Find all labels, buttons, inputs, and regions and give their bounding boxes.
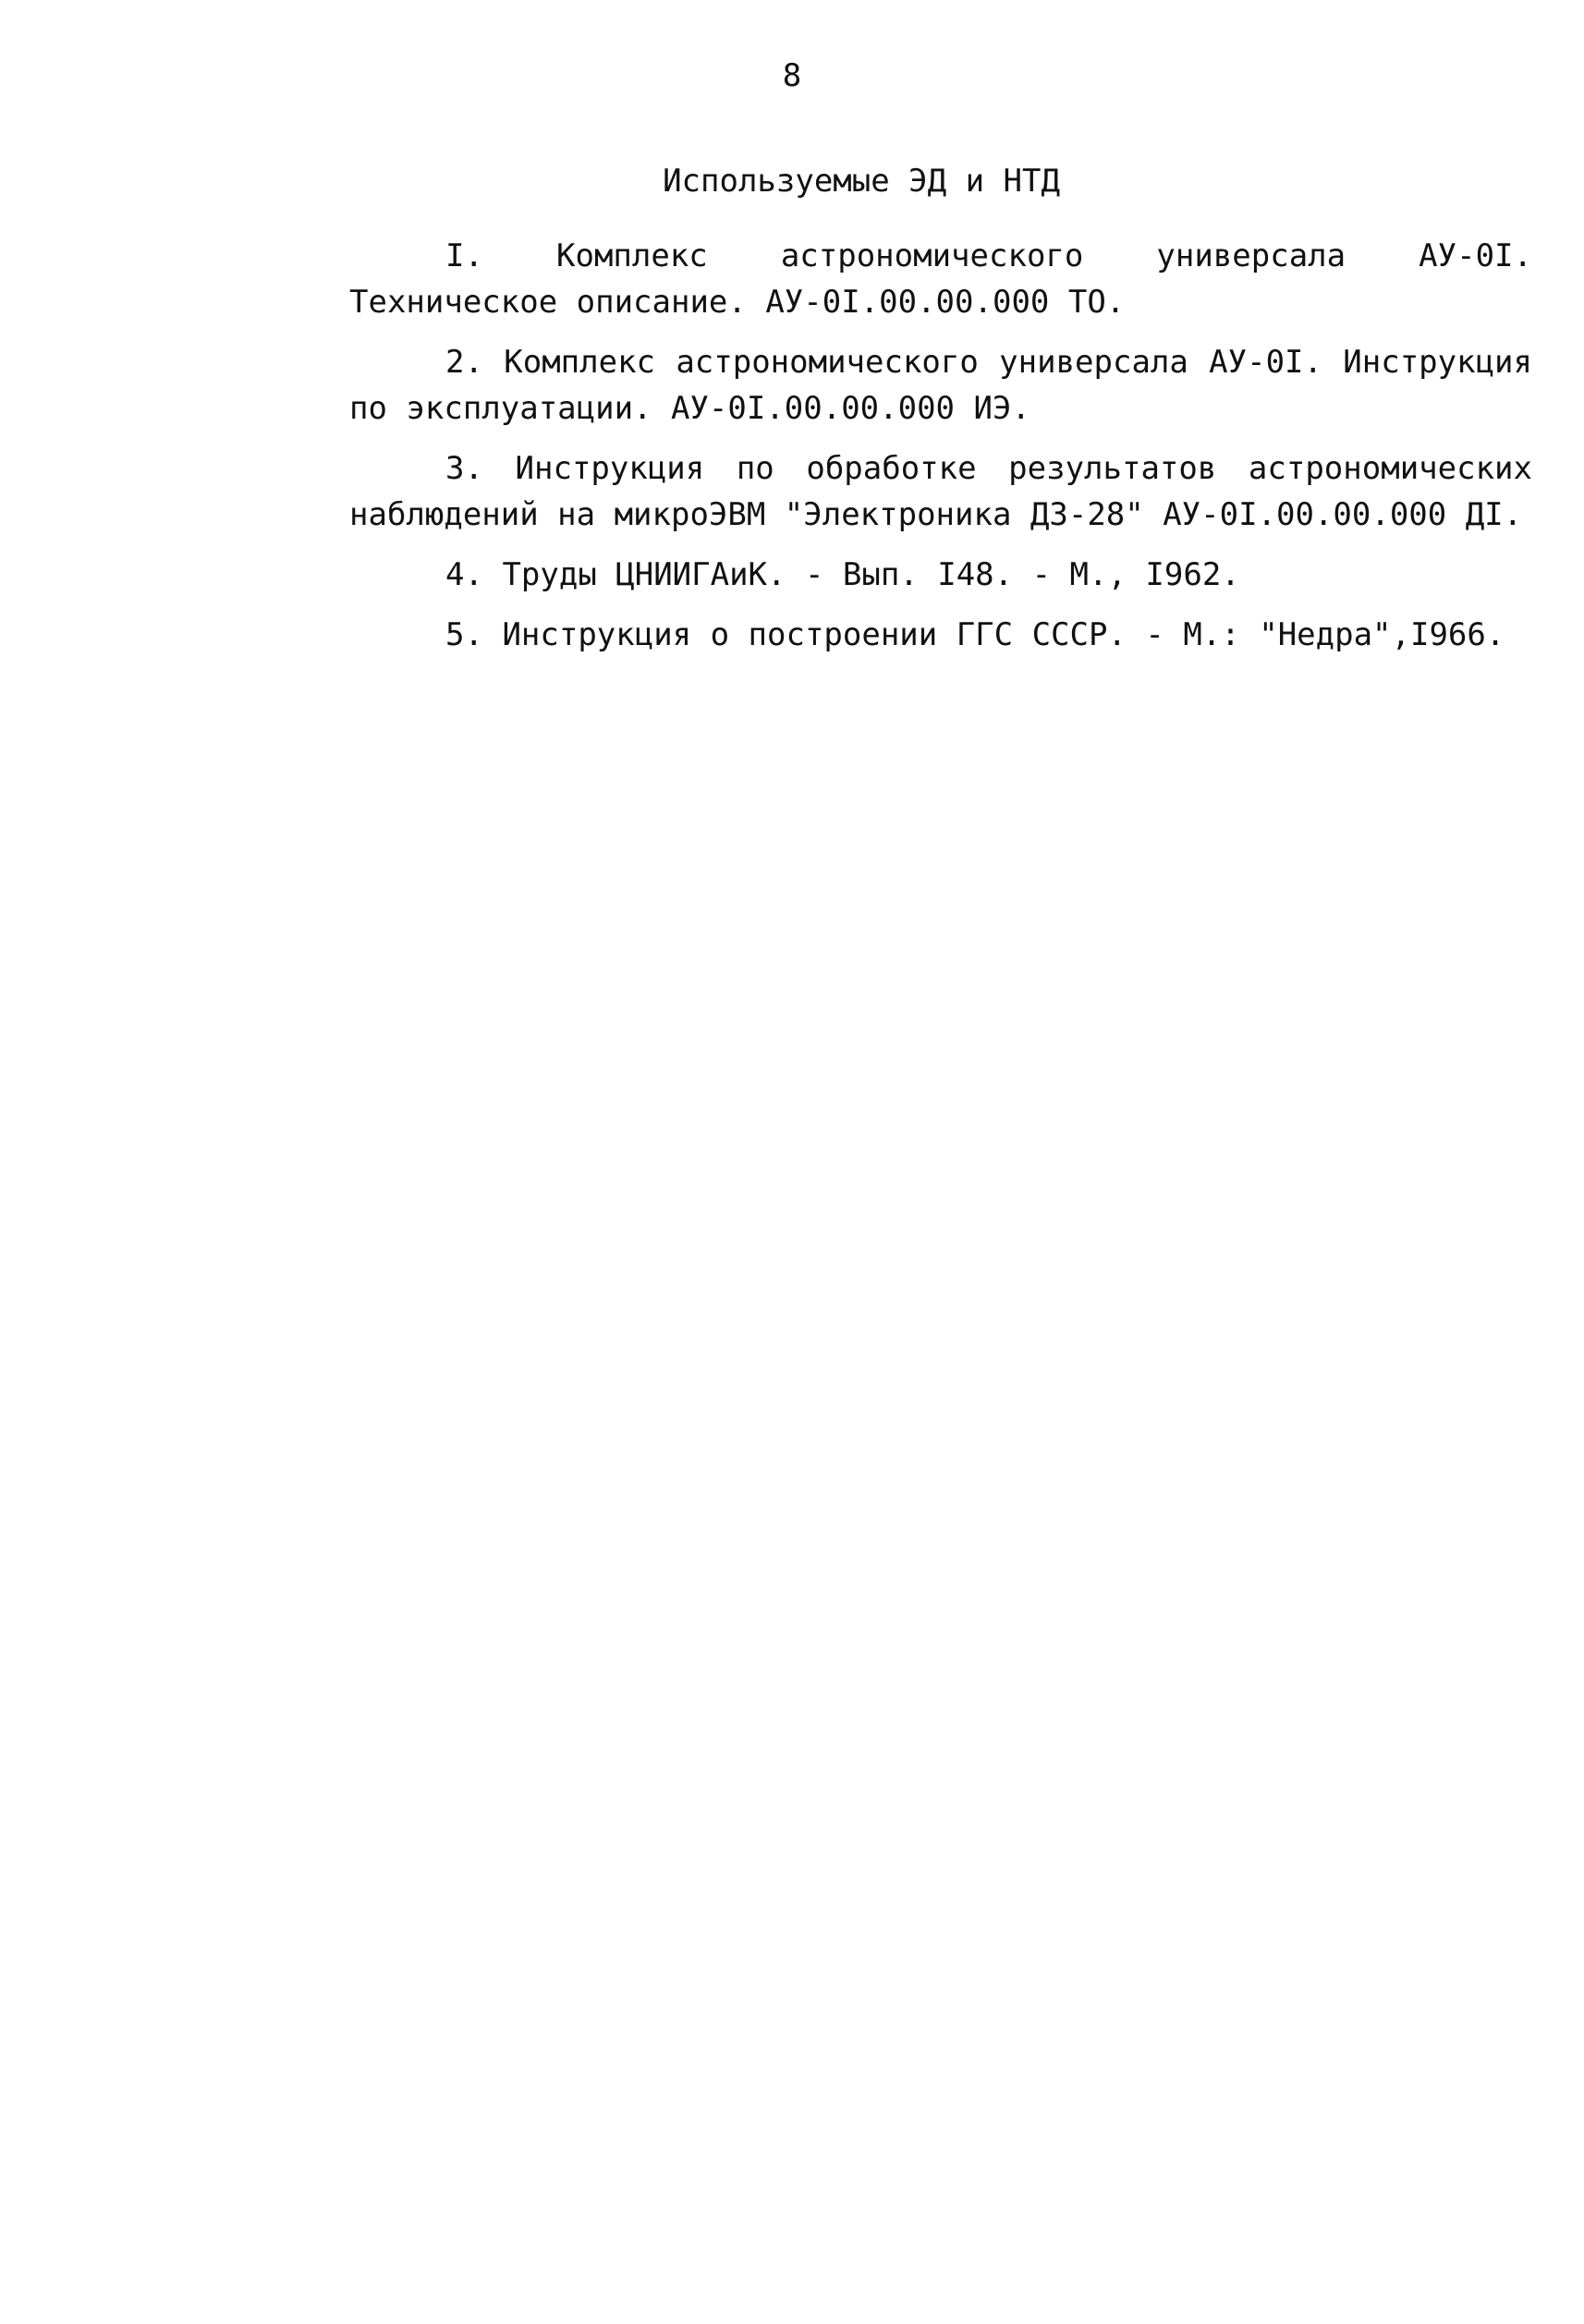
reference-number: 3. xyxy=(445,450,483,487)
reference-text: Комплекс астрономического универсала АУ-0I. Техническое описание. АУ-0I.00.00.000 ТО. xyxy=(349,237,1532,321)
reference-text: Комплекс астрономического универсала АУ-0I. Инструкция по эксплуатации. АУ-0I.00.00.000 ИЭ. xyxy=(349,344,1532,427)
reference-item xyxy=(349,552,1532,598)
reference-item xyxy=(349,233,1532,325)
reference-number: 2. xyxy=(445,344,483,381)
reference-number: 5. xyxy=(445,616,483,653)
reference-item xyxy=(349,339,1532,432)
reference-text: Инструкция по обработке результатов астрономических наблюдений на микроЭВМ "Электроника ДЗ-28" АУ-0I.00.00.000 ДI. xyxy=(349,450,1532,533)
reference-number: I. xyxy=(445,237,483,274)
reference-item xyxy=(349,445,1532,538)
reference-number: 4. xyxy=(445,556,483,593)
reference-item xyxy=(349,612,1532,658)
reference-text: Инструкция о построении ГГС СССР. - М.: "Недра",I966. xyxy=(502,616,1505,653)
section-title: Используемые ЭД и НТД xyxy=(663,163,1060,200)
page-number: 8 xyxy=(782,57,802,94)
reference-list xyxy=(349,233,1532,672)
reference-text: Труды ЦНИИГАиК. - Вып. I48. - М., I962. xyxy=(502,556,1240,593)
